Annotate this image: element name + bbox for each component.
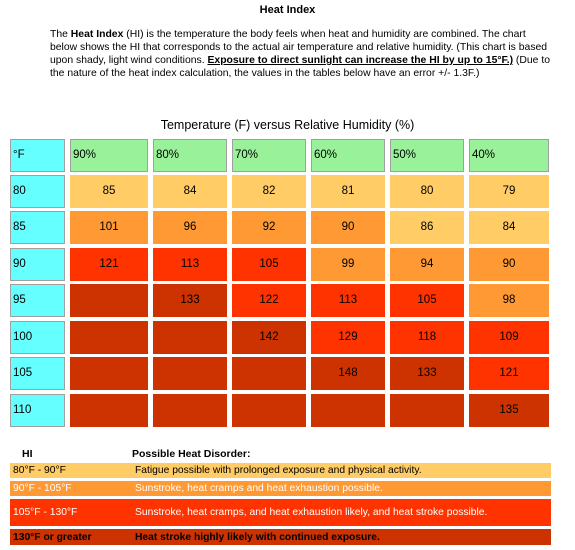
heat-index-cell: 96	[153, 211, 227, 244]
disorder-row	[10, 529, 551, 545]
heat-index-cell: 80	[390, 175, 464, 208]
temperature-label: 95	[10, 284, 65, 317]
heat-disorder-description: Sunstroke, heat cramps, and heat exhaustion likely, and heat stroke possible.	[135, 507, 488, 518]
heat-disorder-description: Heat stroke highly likely with continued exposure.	[135, 531, 380, 543]
heat-index-cell	[153, 394, 227, 427]
heat-index-cell: 142	[232, 321, 306, 354]
disorder-row	[10, 481, 551, 496]
heat-index-cell: 133	[153, 284, 227, 317]
hi-column-header: HI	[22, 448, 33, 460]
heat-disorder-description: Sunstroke, heat cramps and heat exhaustion possible.	[135, 483, 383, 494]
sunlight-warning: Exposure to direct sunlight can increase the HI by up to 15°F.)	[207, 55, 514, 66]
heat-index-cell: 129	[311, 321, 385, 354]
disorder-row	[10, 463, 551, 478]
heat-index-cell: 101	[70, 211, 148, 244]
intro-note: (Due to the nature of the heat index calculation, the values in the tables below have an error +/- 1.3F.)	[50, 55, 551, 79]
heat-index-cell	[311, 394, 385, 427]
heat-index-cell: 121	[469, 357, 549, 390]
heat-index-table	[10, 139, 562, 432]
heat-index-cell: 113	[153, 248, 227, 281]
disorder-column-header: Possible Heat Disorder:	[132, 448, 251, 460]
temperature-label: 110	[10, 394, 65, 427]
heat-index-cell: 113	[311, 284, 385, 317]
heat-index-cell	[70, 394, 148, 427]
hi-range: 90°F - 105°F	[13, 483, 72, 494]
humidity-header: 40%	[469, 139, 549, 172]
heat-index-cell: 79	[469, 175, 549, 208]
heat-index-cell: 105	[390, 284, 464, 317]
heat-index-cell: 148	[311, 357, 385, 390]
heat-index-cell: 135	[469, 394, 549, 427]
heat-index-cell	[70, 284, 148, 317]
heat-index-cell: 85	[70, 175, 148, 208]
temperature-label: 105	[10, 357, 65, 390]
chart-title: Temperature (F) versus Relative Humidity (%)	[160, 118, 415, 132]
heat-index-cell: 109	[469, 321, 549, 354]
hi-range: 130°F or greater	[13, 531, 92, 543]
temperature-label: 80	[10, 175, 65, 208]
intro-term: Heat Index	[70, 29, 124, 40]
intro-paragraph	[50, 28, 555, 80]
heat-disorder-description: Fatigue possible with prolonged exposure and physical activity.	[135, 465, 422, 476]
heat-index-cell	[70, 321, 148, 354]
heat-index-cell: 90	[311, 211, 385, 244]
humidity-header: 90%	[70, 139, 148, 172]
heat-index-cell	[153, 321, 227, 354]
intro-prefix: The	[50, 29, 71, 40]
temperature-label: 85	[10, 211, 65, 244]
humidity-header: 60%	[311, 139, 385, 172]
heat-index-cell: 122	[232, 284, 306, 317]
humidity-header: 80%	[153, 139, 227, 172]
temperature-label: 100	[10, 321, 65, 354]
heat-index-cell: 81	[311, 175, 385, 208]
heat-index-cell: 118	[390, 321, 464, 354]
heat-index-cell	[232, 357, 306, 390]
heat-index-cell	[390, 394, 464, 427]
disorder-row	[10, 499, 551, 526]
heat-index-cell: 133	[390, 357, 464, 390]
heat-index-cell: 86	[390, 211, 464, 244]
humidity-header: 70%	[232, 139, 306, 172]
hi-range: 105°F - 130°F	[13, 507, 78, 518]
intro-body: (HI) is the temperature the body feels when heat and humidity are combined. The chart below shows the HI that corresponds to the actual air temperature and relative humidity. (This chart is based upon shady, light wind conditions.	[50, 29, 548, 66]
corner-unit-label: °F	[10, 139, 65, 172]
heat-index-cell: 105	[232, 248, 306, 281]
heat-index-cell	[70, 357, 148, 390]
heat-index-cell	[153, 357, 227, 390]
heat-index-cell: 84	[469, 211, 549, 244]
heat-index-cell: 90	[469, 248, 549, 281]
heat-index-cell	[232, 394, 306, 427]
heat-index-cell: 98	[469, 284, 549, 317]
heat-index-cell: 94	[390, 248, 464, 281]
hi-range: 80°F - 90°F	[13, 465, 66, 476]
heat-index-cell: 84	[153, 175, 227, 208]
heat-index-cell: 82	[232, 175, 306, 208]
heat-index-cell: 92	[232, 211, 306, 244]
temperature-label: 90	[10, 248, 65, 281]
page-title: Heat Index	[259, 4, 316, 16]
heat-index-cell: 99	[311, 248, 385, 281]
humidity-header: 50%	[390, 139, 464, 172]
heat-index-cell: 121	[70, 248, 148, 281]
